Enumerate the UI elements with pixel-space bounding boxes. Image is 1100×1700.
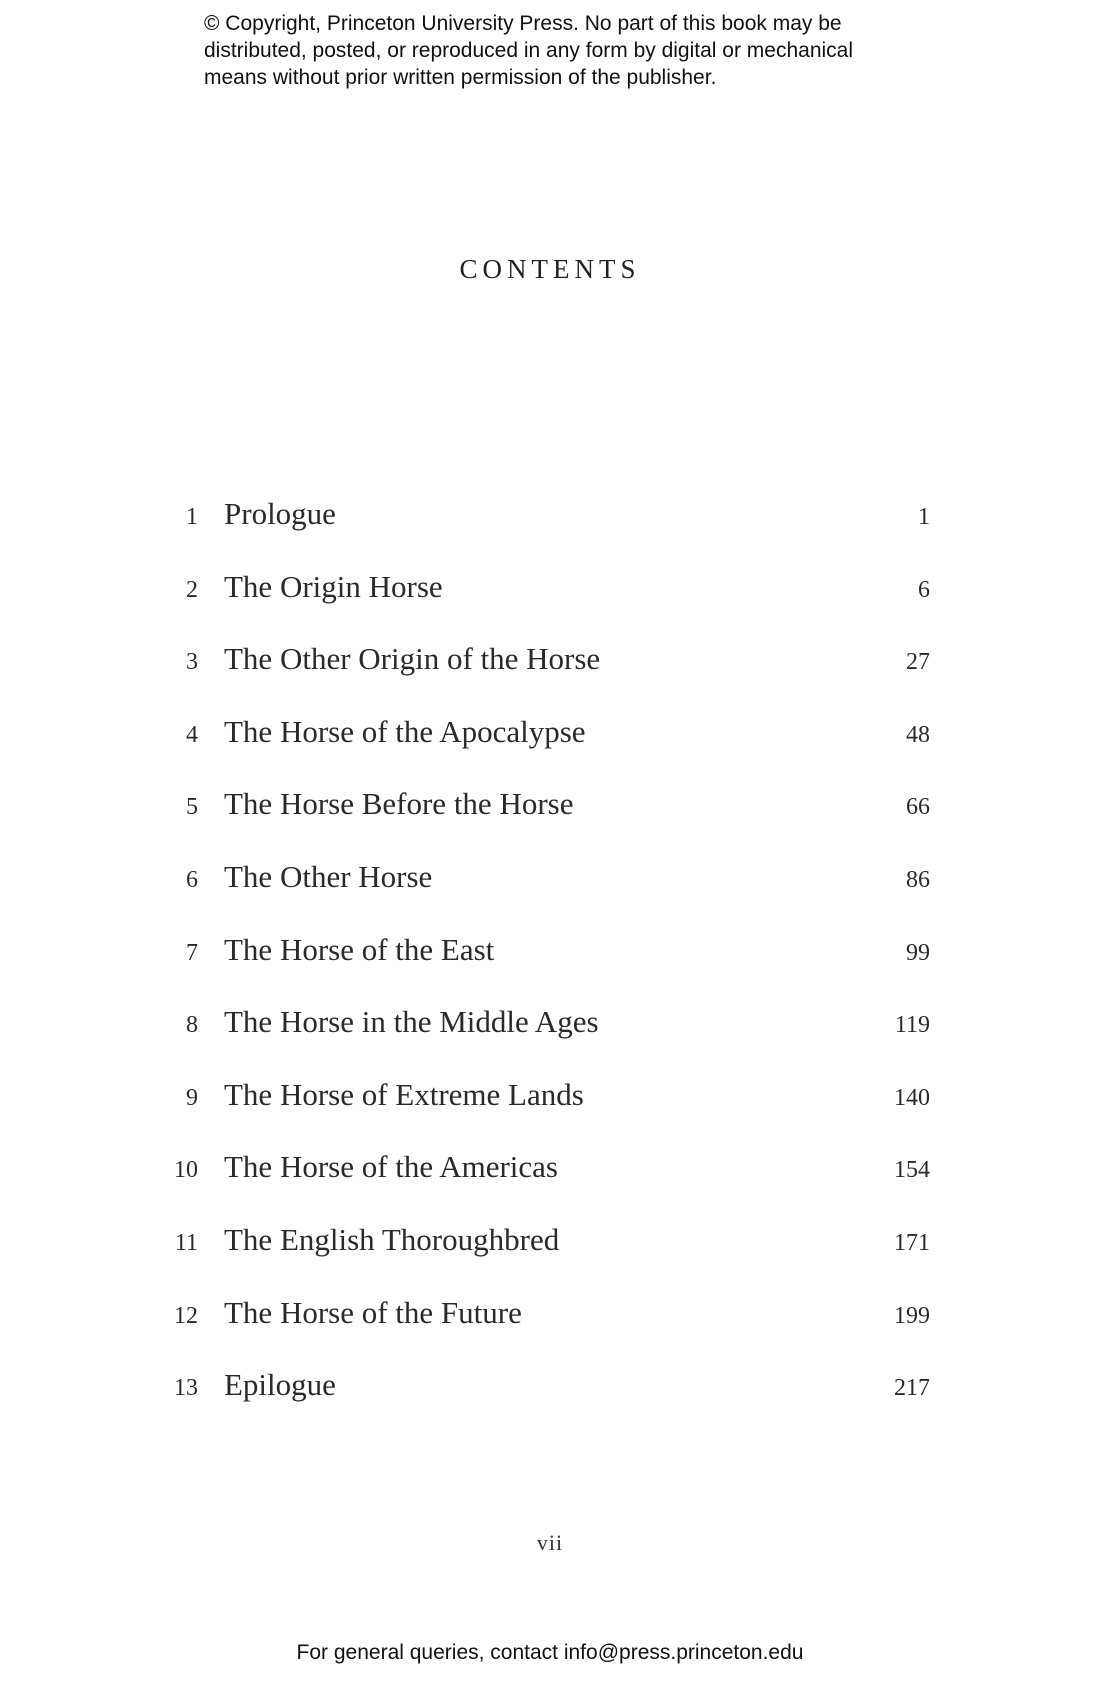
copyright-line: distributed, posted, or reproduced in any form by digital or mechanical [204,39,854,62]
page-number: 140 [894,1084,930,1111]
chapter-title[interactable]: The Horse of Extreme Lands [224,1076,584,1112]
toc-entry[interactable] [150,641,930,714]
toc-entry[interactable] [150,1295,930,1368]
page-number: 86 [906,866,930,893]
chapter-number: 5 [186,794,198,821]
chapter-title[interactable]: The Origin Horse [224,568,443,604]
chapter-title[interactable]: The Horse Before the Horse [224,786,574,822]
toc-entry[interactable] [150,786,930,859]
toc-entry[interactable] [150,859,930,932]
chapter-title[interactable]: The Other Origin of the Horse [224,641,601,677]
chapter-number: 2 [186,576,198,603]
chapter-title[interactable]: Prologue [224,496,336,531]
chapter-title[interactable]: The English Thoroughbred [224,1221,560,1257]
copyright-line: © Copyright, Princeton University Press. No part of this book may be [204,12,842,35]
chapter-title[interactable]: The Horse of the Future [224,1294,522,1330]
page-number: 6 [918,576,930,603]
toc-entry[interactable] [150,569,930,642]
page-folio: vii [536,1530,564,1555]
chapter-number: 6 [186,866,198,893]
toc-entry[interactable] [150,1004,930,1077]
page-number: 119 [894,1012,930,1039]
page-number: 99 [906,939,930,966]
toc-entry[interactable] [150,496,930,569]
toc-entry[interactable] [150,714,930,787]
chapter-number: 3 [186,649,198,676]
chapter-number: 9 [186,1084,198,1111]
chapter-title[interactable]: The Horse of the Americas [224,1149,558,1185]
page-number: 48 [906,721,930,748]
table-of-contents [150,496,930,1440]
chapter-number: 10 [174,1157,198,1184]
contact-footer: For general queries, contact info@press.princeton.edu [296,1641,804,1664]
copyright-line: means without prior written permission of the publisher. [204,66,717,89]
toc-entry[interactable] [150,1367,930,1440]
toc-entry[interactable] [150,1149,930,1222]
chapter-number: 12 [174,1302,198,1329]
chapter-title[interactable]: The Horse of the East [224,931,495,967]
page-number: 27 [906,649,930,676]
chapter-number: 13 [174,1375,198,1402]
chapter-title[interactable]: The Horse of the Apocalypse [224,713,586,749]
chapter-number: 8 [186,1012,198,1039]
chapter-title[interactable]: Epilogue [224,1367,336,1403]
page-number: 66 [906,794,930,821]
toc-entry[interactable] [150,1077,930,1150]
chapter-number: 7 [186,939,198,966]
chapter-title[interactable]: The Other Horse [224,858,433,894]
copyright-notice [204,10,924,91]
chapter-number: 11 [174,1229,198,1256]
toc-entry[interactable] [150,932,930,1005]
chapter-title[interactable]: The Horse in the Middle Ages [224,1004,599,1040]
page-number: 217 [894,1375,930,1402]
contents-heading: CONTENTS [459,254,641,284]
page-number: 199 [894,1302,930,1329]
page-number: 1 [918,504,930,530]
page-number: 154 [894,1157,930,1184]
chapter-number: 1 [186,504,198,530]
page-number: 171 [894,1229,930,1256]
chapter-number: 4 [186,721,198,748]
toc-entry[interactable] [150,1222,930,1295]
